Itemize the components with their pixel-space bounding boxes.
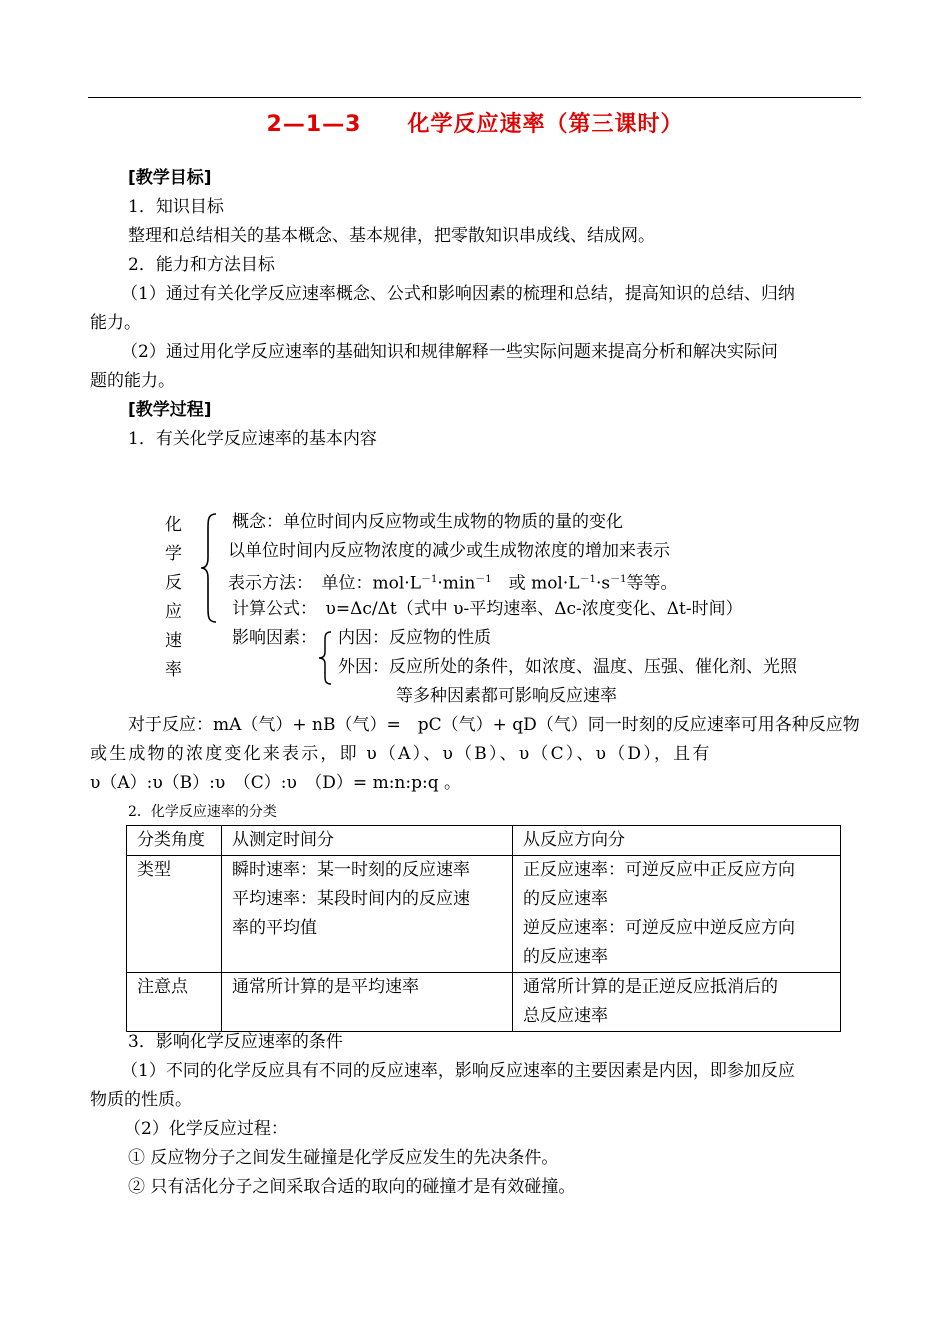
ability-goal-1-line1: （1）通过有关化学反应速率概念、公式和影响因素的梳理和总结，提高知识的总结、归纳 xyxy=(121,284,795,304)
vertical-char: 率 xyxy=(165,660,182,680)
reaction-line-2: 或生成物的浓度变化来表示，即 υ（A）、υ（B）、υ（C）、υ（D），且有 xyxy=(90,744,712,764)
unit-text: 表示方法： 单位：$mol\cdot L^{-1}\cdot\min^{-1}$ 或 $mol\cdot L^{-1}\cdot s^{-1}$等等。 xyxy=(228,573,678,594)
external-factor: 外因：反应所处的条件，如浓度、温度、压强、催化剂、光照 xyxy=(338,657,797,677)
process-heading: [教学过程] xyxy=(128,400,212,420)
section-3-p1-line1: （1）不同的化学反应具有不同的反应速率，影响反应速率的主要因素是内因，即参加反应 xyxy=(121,1061,795,1081)
table-cell: 通常所计算的是正逆反应抵消后的 总反应速率 xyxy=(513,973,841,1032)
goals-heading: [教学目标] xyxy=(128,168,212,188)
knowledge-goal-text: 整理和总结相关的基本概念、基本规律，把零散知识串成线、结成网。 xyxy=(128,226,655,246)
expression-text: 以单位时间内反应物浓度的减少或生成物浓度的增加来表示 xyxy=(228,541,670,561)
section-3-p2: （2）化学反应过程： xyxy=(124,1119,288,1139)
ability-goal-2-line1: （2）通过用化学反应速率的基础知识和规律解释一些实际问题来提高分析和解决实际问 xyxy=(121,342,778,362)
vertical-char: 反 xyxy=(165,573,182,593)
collision-condition-1: ① 反应物分子之间发生碰撞是化学反应发生的先决条件。 xyxy=(128,1148,559,1168)
external-factor-cont: 等多种因素都可影响反应速率 xyxy=(396,686,617,706)
section-2-heading: 2．化学反应速率的分类 xyxy=(128,804,277,820)
ability-goal-2-line2: 题的能力。 xyxy=(90,371,175,391)
table-cell: 注意点 xyxy=(127,973,222,1032)
reaction-line-1: 对于反应：mA（气）+ nB（气）= pC（气）+ qD（气）同一时刻的反应速率可用各种反应物 xyxy=(128,715,860,735)
table-cell: 类型 xyxy=(127,856,222,973)
classification-table xyxy=(126,825,841,1032)
factor-label: 影响因素： xyxy=(232,628,317,648)
table-header-cell: 从反应方向分 xyxy=(513,826,841,856)
table-row xyxy=(127,826,841,856)
section-3-p1-line2: 物质的性质。 xyxy=(90,1090,192,1110)
section-1-heading: 1．有关化学反应速率的基本内容 xyxy=(128,429,377,449)
table-cell: 通常所计算的是平均速率 xyxy=(222,973,513,1032)
vertical-char: 化 xyxy=(165,515,182,535)
top-rule xyxy=(88,97,861,98)
reaction-line-3: υ（A）:υ（B）:υ （C）:υ （D）= m:n:p:q 。 xyxy=(90,773,461,793)
section-3-heading: 3．影响化学反应速率的条件 xyxy=(128,1032,343,1052)
left-brace-icon xyxy=(198,512,220,624)
table-header-cell: 分类角度 xyxy=(127,826,222,856)
vertical-char: 应 xyxy=(165,602,182,622)
table-cell: 瞬时速率：某一时刻的反应速率 平均速率：某段时间内的反应速 率的平均值 xyxy=(222,856,513,973)
formula-text: 计算公式： υ=Δc/Δt（式中 υ-平均速率、Δc-浓度变化、Δt-时间） xyxy=(232,599,743,619)
collision-condition-2: ② 只有活化分子之间采取合适的取向的碰撞才是有效碰撞。 xyxy=(128,1177,576,1197)
table-row xyxy=(127,973,841,1032)
page-title: 2—1—3 化学反应速率（第三课时） xyxy=(266,112,684,137)
internal-factor: 内因：反应物的性质 xyxy=(338,628,491,648)
vertical-char: 速 xyxy=(165,631,182,651)
ability-goal-heading: 2．能力和方法目标 xyxy=(128,255,275,275)
small-brace-icon xyxy=(316,630,334,686)
knowledge-goal-heading: 1．知识目标 xyxy=(128,197,224,217)
table-header-cell: 从测定时间分 xyxy=(222,826,513,856)
table-row xyxy=(127,856,841,973)
concept-text: 概念：单位时间内反应物或生成物的物质的量的变化 xyxy=(232,512,623,532)
vertical-char: 学 xyxy=(165,544,182,564)
table-cell: 正反应速率：可逆反应中正反应方向 的反应速率 逆反应速率：可逆反应中逆反应方向 的反应速率 xyxy=(513,856,841,973)
ability-goal-1-line2: 能力。 xyxy=(90,313,141,333)
